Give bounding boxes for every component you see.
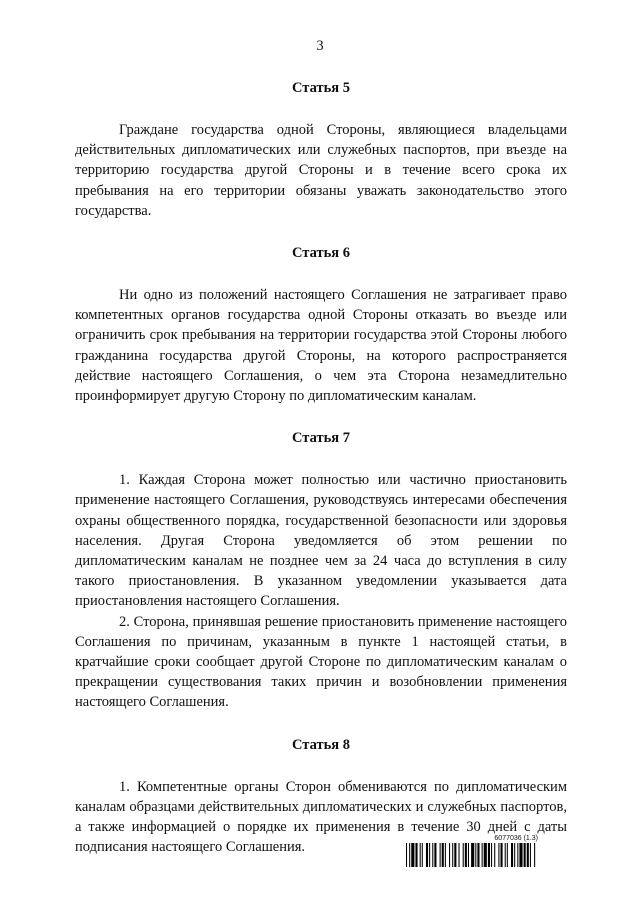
barcode-bar — [465, 843, 467, 867]
barcode-bar — [409, 843, 410, 867]
article-paragraph: 1. Каждая Сторона может полностью или частично приостановить применение настоящего Соглашения, руководствуясь интересами обеспечения охраны общественного порядка, государственной безопасности или здоровья населения. Другая Сторона уведомляется об этом решении по дипломатическим каналам не позднее чем за 24 часа до вступления в силу такого приостановления. В указанном уведомлении указывается дата приостановления настоящего Соглашения. — [75, 472, 567, 610]
barcode-bar — [406, 843, 407, 867]
barcode-bar — [534, 843, 535, 867]
barcode-bar — [488, 843, 490, 867]
barcode-bar — [445, 843, 446, 867]
article-title: Статья 5 — [292, 80, 350, 96]
barcode-bar — [507, 843, 508, 867]
barcode-bar — [517, 843, 518, 867]
barcode-bar — [484, 843, 487, 867]
barcode-bar — [429, 843, 430, 867]
barcode-bar — [452, 843, 453, 867]
barcode-bar — [426, 843, 428, 867]
article-5 — [75, 78, 567, 221]
barcode-bar — [501, 843, 503, 867]
barcode-bar — [475, 843, 476, 867]
barcode-bar — [505, 843, 506, 867]
barcode-bar — [477, 843, 479, 867]
barcode-bar — [498, 843, 499, 867]
article-title: Статья 7 — [292, 430, 350, 447]
barcode-bar — [482, 843, 483, 867]
barcode-bar — [442, 843, 444, 867]
barcode-bar — [449, 843, 450, 867]
barcode-bar — [422, 843, 423, 867]
barcode-bar — [494, 843, 495, 867]
barcode-bar — [420, 843, 421, 867]
barcode-bar — [524, 843, 526, 867]
barcode-bar — [511, 843, 513, 867]
page-number: 3 — [316, 38, 324, 54]
barcode-bar — [527, 843, 529, 867]
article-title: Статья 6 — [292, 245, 350, 262]
article-paragraph: Граждане государства одной Стороны, являющиеся владельцами действительных дипломатических или служебных паспортов, при въезде на территорию государства другой Стороны и в течение всего срока их пребывания на его территории обязаны уважать законодательство этого государства. — [75, 122, 567, 219]
document-body — [75, 78, 567, 857]
barcode-bar — [468, 843, 469, 867]
barcode-bar — [440, 843, 441, 867]
article-paragraph: 1. Компетентные органы Сторон обмениваются по дипломатическим каналам образцами действительных дипломатических и служебных паспортов, а также информацией о порядке их применения в течение 30 дней с даты подписания настоящего Соглашения. — [75, 778, 567, 856]
barcode-bar — [415, 843, 417, 867]
article-6 — [75, 243, 567, 406]
article-7 — [75, 428, 567, 712]
barcode — [406, 843, 594, 867]
barcode-bar — [434, 843, 436, 867]
barcode-bar — [519, 843, 522, 867]
barcode-bar — [471, 843, 474, 867]
barcode-code: 6077036 (1.3) — [494, 835, 538, 842]
article-title: Статья 8 — [292, 736, 350, 753]
barcode-bar — [411, 843, 414, 867]
barcode-bar — [514, 843, 515, 867]
barcode-bar — [459, 843, 460, 867]
barcode-bar — [491, 843, 492, 867]
barcode-bar — [454, 843, 456, 867]
barcode-block — [406, 835, 594, 867]
barcode-bar — [432, 843, 433, 867]
barcode-bar — [463, 843, 464, 867]
article-paragraph: 2. Сторона, принявшая решение приостановить применение настоящего Соглашения по причинам, указанным в пункте 1 настоящей статьи, в кратчайшие сроки сообщает другой Стороне по дипломатическим каналам о прекращении существования таких причин и возобновлении применения настоящего Соглашения. — [75, 613, 567, 711]
article-paragraph: Ни одно из положений настоящего Соглашения не затрагивает право компетентных органов государства одной Стороны отказать во въезде или ограничить срок пребывания на территории государства этой Стороны любого гражданина государства другой Стороны, на которого распространяется действие настоящего Соглашения, о чем эта Сторона незамедлительно проинформирует другую Сторону по дипломатическим каналам. — [75, 287, 567, 405]
barcode-bar — [530, 843, 531, 867]
